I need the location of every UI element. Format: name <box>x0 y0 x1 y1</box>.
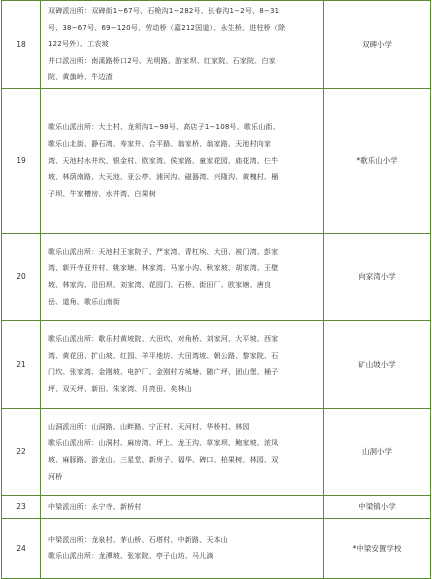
area-line: 歌乐山派出所：山洞村、麻房湾、坪上、龙王沟、草家坝、鲍家坡、浓凤 <box>48 439 279 448</box>
row-number: 21 <box>2 320 41 408</box>
area-list <box>41 88 324 233</box>
school-name: 中梁镇小学 <box>324 495 431 518</box>
area-line: 山洞派出所：山洞路、山畔路、宁正村、天河村、华桥村、林园 <box>48 422 250 431</box>
area-line: 中梁派出所：龙泉村、茅山桥、石塔村、中新路、天本山 <box>48 535 228 544</box>
row-number: 24 <box>2 518 41 578</box>
school-name: 山洞小学 <box>324 408 431 495</box>
area-list <box>41 518 324 578</box>
table-row <box>2 1 431 89</box>
school-name: *歌乐山小学 <box>324 88 431 233</box>
area-line: 院、黄旗岭、牛边渣 <box>48 73 113 82</box>
area-line: 号、38−67号、69−120号、劳动桥（嘉212国道）、永生桥、进柱桥（除 <box>48 23 286 32</box>
area-line: 歌乐山北街、静石湾、寿家井、合平路、翁家桥、翁家路、天池村向家 <box>48 140 272 149</box>
area-line: 湾、天池村水井坎、银金村、欧家湾、侯家路、童家花园、庙花湾、仨牛 <box>48 156 279 165</box>
row-number: 22 <box>2 408 41 495</box>
area-line: 湾、黄花田、扩山坡、红园、羊平地坊、大田湾坡、朝公路、黎家院、石 <box>48 351 279 360</box>
area-list <box>41 495 324 518</box>
area-line: 歌乐山派出所：天池村王家院子、严家湾、青杠埃、大田、被门湾、彭家 <box>48 247 279 256</box>
area-line: 门坎、张家湾、金刚坡、电护厂、金刚村方城塘、随广坪、团山堡、桶子 <box>48 368 279 377</box>
row-number: 23 <box>2 495 41 518</box>
school-district-table <box>1 0 431 579</box>
area-list <box>41 1 324 89</box>
area-line: 坡、林荫南路、大天池、亚公亭、浦河沟、磁器湾、兴隆沟、黄槐村、桶 <box>48 173 279 182</box>
school-name: 双碑小学 <box>324 1 431 89</box>
table-row <box>2 518 431 578</box>
area-list <box>41 320 324 408</box>
row-number: 20 <box>2 233 41 320</box>
table-row <box>2 408 431 495</box>
table-row <box>2 320 431 408</box>
area-list <box>41 233 324 320</box>
table-row <box>2 233 431 320</box>
area-line: 歌乐山派出所：龙潭坡、张家院、亭子山坊、马儿滴 <box>48 552 214 561</box>
area-line: 双碑派出所：双碑街1−67号、石桅沟1−282号、长春沟1−2号、8−31 <box>48 7 280 15</box>
area-line: 岳、道角、歌乐山南街 <box>48 297 120 306</box>
area-line: 湾、新开寺亚井村、姚家塘、林家湾、马家小沟、秋家坡、胡家湾、王壁 <box>48 264 279 273</box>
area-line: 坡、林家沟、沿田坝、刘家湾、花园门、石桥、街田厂、欧家塘、唐良 <box>48 280 272 289</box>
table-row <box>2 495 431 518</box>
area-line: 中梁派出所：永宁寺、新桥村 <box>48 502 142 511</box>
area-line: 河桥 <box>48 472 63 481</box>
row-number: 19 <box>2 88 41 233</box>
area-list <box>41 408 324 495</box>
school-name: 矿山坡小学 <box>324 320 431 408</box>
table-row <box>2 88 431 233</box>
row-number: 18 <box>2 1 41 89</box>
area-line: 歌乐山派出所：大土村、龙须沟1−98号、高店子1−108号、歌乐山街、 <box>48 123 280 132</box>
school-name: *中梁安置学校 <box>324 518 431 578</box>
area-line: 井口派出所：南溪路桥口2号、光明路、游家坝、红家院、石家院、白家 <box>48 56 276 65</box>
area-line: 坪、双天坪、新田、朱家湾、月亮田、矣林山 <box>48 385 192 394</box>
area-line: 歌乐山派出所：歌乐村黄坡院、大田坎、对角桥、刘家河、大平坡、西家 <box>48 335 279 344</box>
area-line: 122号外）、工农坡 <box>48 40 109 49</box>
area-line: 坡、麻豚路、游龙山、三星堂、新房子、福华、碑口、柏果树、林园、双 <box>48 455 279 464</box>
school-name: 向家湾小学 <box>324 233 431 320</box>
area-line: 子坝、牛家槽房、水井湾、白果树 <box>48 189 156 198</box>
